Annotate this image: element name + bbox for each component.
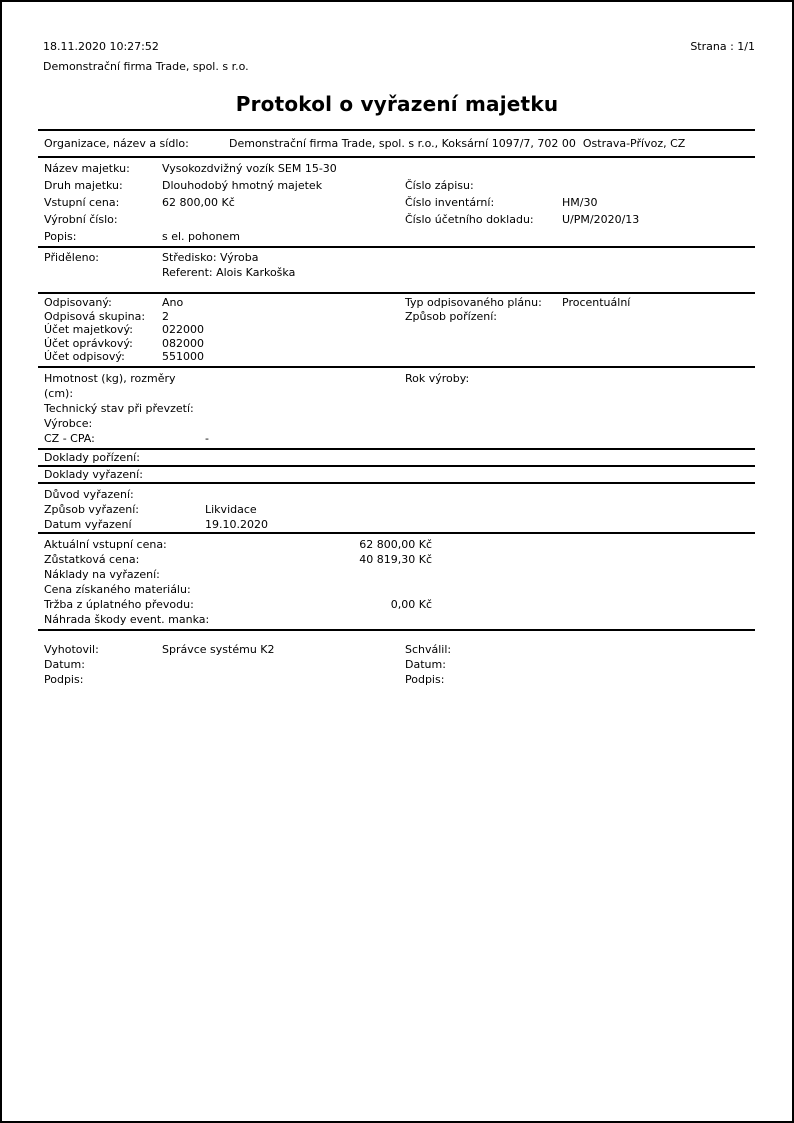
field-label: Schválil: <box>405 642 452 656</box>
disposal-section <box>38 484 755 534</box>
field-value <box>205 487 755 502</box>
field-value: 40 819,30 Kč <box>359 552 432 566</box>
documents-acquisition-label: Doklady pořízení: <box>44 450 140 464</box>
field-row <box>38 612 755 627</box>
field-value <box>205 401 402 416</box>
field-label: Výrobce: <box>44 416 93 430</box>
field-label: Způsob pořízení: <box>405 309 497 323</box>
field-row <box>38 502 755 517</box>
field-value: 082000 <box>162 336 204 350</box>
field-value: Likvidace <box>205 502 257 516</box>
field-label: Datum vyřazení <box>44 517 132 531</box>
field-value: Ano <box>162 296 184 309</box>
field-row <box>402 657 755 672</box>
field-label-spacer <box>38 265 162 280</box>
field-label: Vstupní cena: <box>44 196 120 209</box>
field-row <box>38 642 402 657</box>
field-label: Hmotnost (kg), rozměry (cm): <box>44 371 176 400</box>
field-label: Podpis: <box>405 672 445 686</box>
technical-right-column <box>402 371 755 446</box>
field-row <box>38 323 402 337</box>
field-value <box>562 177 755 194</box>
field-row <box>38 310 402 324</box>
field-row <box>38 401 402 416</box>
field-value: 022000 <box>162 323 204 336</box>
field-row <box>38 450 755 465</box>
field-row <box>38 371 402 401</box>
field-label: Cena získaného materiálu: <box>44 582 191 596</box>
depreciation-left-column <box>38 296 402 364</box>
field-row <box>38 160 402 177</box>
field-row <box>38 350 402 364</box>
field-value <box>562 642 755 657</box>
field-row <box>38 672 402 687</box>
field-row <box>402 642 755 657</box>
field-row <box>402 672 755 687</box>
documents-disposal-section <box>38 467 755 484</box>
field-value: 62 800,00 Kč <box>359 537 432 551</box>
field-value <box>162 657 402 672</box>
print-datetime: 18.11.2020 10:27:52 <box>43 40 159 53</box>
field-label: Rok výroby: <box>405 371 470 385</box>
field-label: Způsob vyřazení: <box>44 502 139 516</box>
documents-acquisition-section <box>38 450 755 467</box>
field-label: Výrobní číslo: <box>44 213 118 226</box>
documents-disposal-label: Doklady vyřazení: <box>44 467 143 481</box>
organization-label: Organizace, název a sídlo: <box>44 137 189 150</box>
field-label: Účet odpisový: <box>44 350 125 363</box>
field-label: Náhrada škody event. manka: <box>44 612 210 626</box>
field-label: Odpisová skupina: <box>44 309 146 323</box>
assignment-department: Středisko: Výroba <box>162 251 259 264</box>
field-row <box>38 228 402 245</box>
field-label: Datum: <box>405 657 446 671</box>
field-label: Důvod vyřazení: <box>44 487 134 501</box>
field-label: Název majetku: <box>44 162 130 175</box>
asset-left-column <box>38 160 402 245</box>
field-value: HM/30 <box>562 196 598 209</box>
asset-section <box>38 158 755 248</box>
field-value <box>562 672 755 687</box>
field-value: 62 800,00 Kč <box>162 196 235 209</box>
field-row <box>38 582 755 597</box>
field-row <box>38 552 755 567</box>
field-value <box>205 371 402 401</box>
field-label: Aktuální vstupní cena: <box>44 537 167 551</box>
field-label: Datum: <box>44 657 85 671</box>
field-row <box>402 296 755 310</box>
field-value: U/PM/2020/13 <box>562 213 640 226</box>
field-row <box>38 296 402 310</box>
field-label: Zůstatková cena: <box>44 552 140 566</box>
signatures-section <box>38 631 755 687</box>
field-label: Odpisovaný: <box>44 296 112 309</box>
field-row <box>402 177 755 194</box>
organization-value: Demonstrační firma Trade, spol. s r.o., Koksární 1097/7, 702 00 Ostrava-Přívoz, CZ <box>229 137 686 150</box>
field-label: Číslo zápisu: <box>405 179 474 192</box>
assignment-section <box>38 248 755 294</box>
field-label: Vyhotovil: <box>44 642 99 656</box>
field-value <box>162 211 402 228</box>
company-name: Demonstrační firma Trade, spol. s r.o. <box>43 60 249 73</box>
field-value: s el. pohonem <box>162 230 240 243</box>
field-row <box>38 265 755 280</box>
field-row <box>38 597 755 612</box>
financial-section <box>38 534 755 631</box>
field-value <box>562 657 755 672</box>
signatures-right-column <box>402 642 755 687</box>
field-row <box>38 537 755 552</box>
document-title: Protokol o vyřazení majetku <box>235 92 559 116</box>
field-value <box>162 672 402 687</box>
field-value: 19.10.2020 <box>205 517 268 531</box>
field-value: 2 <box>162 309 169 323</box>
field-label: Účet oprávkový: <box>44 336 133 350</box>
field-row <box>38 467 755 482</box>
field-value: Vysokozdvižný vozík SEM 15-30 <box>162 162 337 175</box>
field-row <box>38 567 755 582</box>
depreciation-section <box>38 294 755 368</box>
field-label: Číslo inventární: <box>405 196 495 209</box>
organization-row <box>38 129 755 158</box>
field-row <box>38 177 402 194</box>
technical-left-column <box>38 371 402 446</box>
field-row <box>38 517 755 532</box>
field-row <box>38 194 402 211</box>
field-value: 551000 <box>162 350 204 363</box>
field-label: CZ - CPA: <box>44 431 95 445</box>
field-row <box>38 657 402 672</box>
field-row <box>402 211 755 228</box>
asset-right-column <box>402 160 755 245</box>
field-row <box>38 211 402 228</box>
field-row <box>402 310 755 324</box>
field-label: Podpis: <box>44 672 84 686</box>
field-row <box>38 250 755 265</box>
page-header <box>2 2 792 54</box>
field-row <box>402 194 755 211</box>
field-value: Správce systému K2 <box>162 642 275 656</box>
field-label: Číslo účetního dokladu: <box>405 213 534 226</box>
field-row <box>38 416 402 431</box>
depreciation-right-column <box>402 296 755 364</box>
document-body <box>38 129 755 687</box>
field-row <box>38 487 755 502</box>
field-label: Náklady na vyřazení: <box>44 567 160 581</box>
field-label: Tržba z úplatného převodu: <box>44 597 194 611</box>
field-value <box>205 416 402 431</box>
field-row <box>38 337 402 351</box>
field-label: Typ odpisovaného plánu: <box>405 296 542 309</box>
field-value: Procentuální <box>562 296 631 309</box>
field-label: Popis: <box>44 230 77 243</box>
assignment-label: Přiděleno: <box>44 251 99 264</box>
field-value <box>562 310 755 324</box>
field-value: 0,00 Kč <box>390 597 432 611</box>
page-number: Strana : 1/1 <box>690 40 755 53</box>
field-value <box>562 371 755 386</box>
signatures-left-column <box>38 642 402 687</box>
field-value: - <box>205 431 209 445</box>
field-row <box>38 431 402 446</box>
field-label: Účet majetkový: <box>44 323 133 336</box>
assignment-referent: Referent: Alois Karkoška <box>162 266 296 279</box>
field-value: Dlouhodobý hmotný majetek <box>162 179 323 192</box>
technical-section <box>38 368 755 450</box>
field-row <box>402 371 755 386</box>
field-label: Druh majetku: <box>44 179 123 192</box>
field-label: Technický stav při převzetí: <box>44 401 194 415</box>
